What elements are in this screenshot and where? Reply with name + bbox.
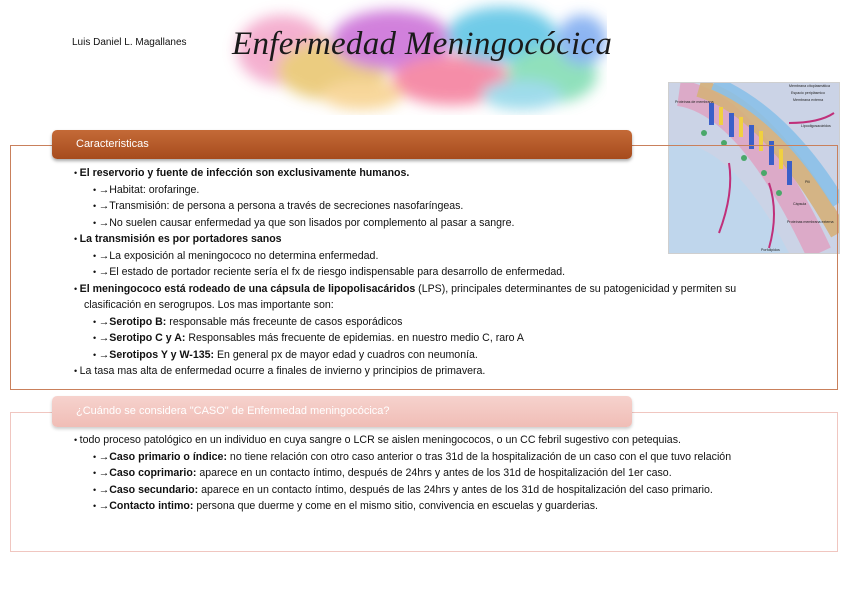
bullet-icon: • <box>93 451 99 462</box>
list-item-text: persona que duerme y come en el mismo sitio, convivencia en escuelas y guarderias. <box>193 500 598 512</box>
list-item-bold: El reservorio y fuente de infección son exclusivamente humanos. <box>79 167 410 179</box>
bullet-icon: • <box>93 501 99 511</box>
list-item-bold: →Caso primario o índice: <box>98 450 227 463</box>
list-item-text: →No suelen causar enfermedad ya que son lisados por complemento al pasar a sangre. <box>98 216 515 229</box>
bullet-icon: • <box>93 201 99 211</box>
bullet-icon: • <box>93 468 99 478</box>
list-item <box>74 432 764 449</box>
list-item-text: (LPS), principales determinantes de su patogenicidad y permiten su clasificación en serogrupos. Los mas importante son: <box>84 282 737 311</box>
list-item-text: aparece en un contacto íntimo, después de las 24hrs y antes de los 31d de hospitalización del caso primario. <box>198 483 713 496</box>
bullet-icon: • <box>74 283 80 294</box>
list-item-bold: El meningococo está rodeado de una cápsula de lipopolisacáridos <box>79 282 416 295</box>
list-item-text: Responsables más frecuente de epidemias. en nuestro medio C, raro A <box>185 332 524 344</box>
list-item-bold: →Contacto intimo: <box>98 500 194 512</box>
bullet-icon: • <box>93 217 99 228</box>
bullet-icon: • <box>93 184 99 195</box>
page-title: Enfermedad Meningocócica <box>232 26 613 62</box>
list-item <box>82 449 764 466</box>
list-item-text: →Transmisión: de persona a persona a través de secreciones nasofaríngeas. <box>98 200 464 212</box>
list-item-text: En general px de mayor edad y cuadros con neumonía. <box>214 348 478 361</box>
diagram-label: Proteínas de membrana <box>675 100 714 104</box>
list-item-text: responsable más freceunte de casos esporádicos <box>166 315 403 328</box>
list-item-bold: →Serotipo B: <box>98 315 167 328</box>
list-item-bold: La transmisión es por portadores sanos <box>79 233 282 245</box>
list-item-text: todo proceso patológico en un individuo en cuya sangre o LCR se aislen meningococos, o un CC febril sugestivo con petequias. <box>79 434 681 446</box>
list-item <box>74 281 764 314</box>
bullet-icon: • <box>74 168 80 178</box>
list-item <box>82 330 764 347</box>
section-header-case-definition: ¿Cuándo se considera "CASO" de Enfermedad meningocócica? <box>52 396 632 427</box>
list-item <box>82 182 764 199</box>
list-item <box>82 498 764 515</box>
list-item-text: →La exposición al meningococo no determina enfermedad. <box>98 249 379 262</box>
list-item <box>82 215 764 232</box>
list-item <box>82 264 764 281</box>
bullet-icon: • <box>93 267 99 277</box>
list-item <box>82 314 764 331</box>
author-name: Luis Daniel L. Magallanes <box>72 37 187 48</box>
list-item <box>74 165 764 182</box>
section-characteristics-content <box>74 165 764 380</box>
bullet-icon: • <box>93 316 99 327</box>
list-item <box>82 248 764 265</box>
list-item-bold: →Caso secundario: <box>98 483 199 496</box>
list-item <box>82 482 764 499</box>
list-item-text: →El estado de portador reciente sería el fx de riesgo indispensable para desarrollo de enfermedad. <box>98 266 566 278</box>
diagram-label: Cápsula <box>793 202 807 206</box>
section-case-definition-content <box>74 432 764 515</box>
section-header-characteristics: Caracteristicas <box>52 130 632 159</box>
list-item-text: →Habitat: orofaringe. <box>98 183 200 196</box>
diagram-label: Espacio periplásmico <box>791 91 825 95</box>
list-item-text: aparece en un contacto íntimo, después de 24hrs y antes de los 31d de hospitalización del 1er caso. <box>196 467 672 479</box>
list-item-text: no tiene relación con otro caso anterior o tras 31d de la hospitalización de un caso con el que tuvo relación <box>226 450 732 463</box>
list-item <box>82 347 764 364</box>
diagram-label: Proteínas membrana externa <box>787 220 834 224</box>
list-item-bold: →Serotipo C y A: <box>98 332 186 344</box>
list-item <box>74 231 764 248</box>
diagram-label: Pili <box>805 180 810 184</box>
bullet-icon: • <box>93 250 99 261</box>
list-item <box>82 198 764 215</box>
bullet-icon: • <box>74 366 80 376</box>
diagram-label: Membrana externa <box>793 98 824 102</box>
bullet-icon: • <box>93 484 99 495</box>
bullet-icon: • <box>74 435 80 445</box>
list-item-bold: →Caso coprimario: <box>98 467 197 479</box>
diagram-label: Lipooligosacáridos <box>801 124 831 128</box>
diagram-label: Porfolipidos <box>761 248 780 252</box>
list-item-text: La tasa mas alta de enfermedad ocurre a finales de invierno y principios de primavera. <box>79 365 486 377</box>
diagram-label: Membrana citoplasmática <box>789 84 830 88</box>
bullet-icon: • <box>93 333 99 343</box>
bullet-icon: • <box>93 349 99 360</box>
list-item-bold: →Serotipos Y y W-135: <box>98 348 215 361</box>
list-item <box>82 465 764 482</box>
list-item <box>74 363 764 380</box>
bullet-icon: • <box>74 234 80 244</box>
